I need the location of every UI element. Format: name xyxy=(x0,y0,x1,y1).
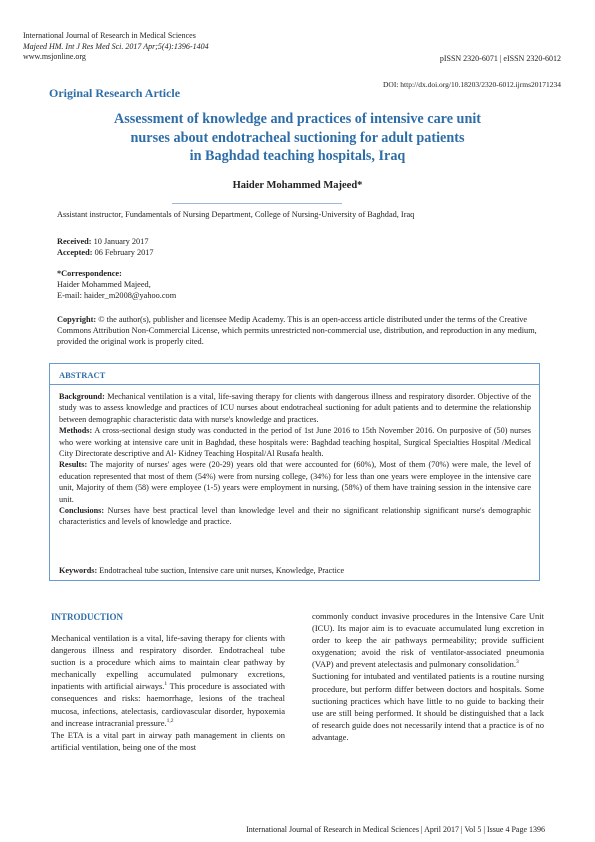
author-name: Haider Mohammed Majeed* xyxy=(232,180,363,191)
abstract-background xyxy=(59,391,531,425)
doi-link[interactable]: DOI: http://dx.doi.org/10.18203/2320-6012.ijrms20171234 xyxy=(383,80,561,89)
journal-name: International Journal of Research in Medical Sciences xyxy=(23,31,196,40)
left-column xyxy=(51,632,285,753)
article-type: Original Research Article xyxy=(49,86,181,100)
keywords xyxy=(59,566,531,575)
keywords-label: Keywords: xyxy=(59,566,98,575)
background-text: Mechanical ventilation is a vital, life-saving therapy for clients with dangerous illness and respiratory disorder. Objective of the study was to assess knowledge and practices of ICU nurses about endotracheal suctioning for adult patients and to determine the relationship between demographic characteristic data with nurse's knowledge and practices. xyxy=(59,392,531,424)
methods-text: A cross-sectional design study was conducted in the period of 1st June 2016 to 15th November 2016. On purposive of (50) nurses who were working at intensive care unit in Baghdad, these hospitals were: Baghdad teaching hospital, Surgical Specialties Hospital /Medical City Directorate descriptive and Al- Kidney Teaching Hospital/Al Rusafa health. xyxy=(59,426,531,459)
copyright-text: © the author(s), publisher and licensee Medip Academy. This is an open-access article distributed under the terms of the Creative Commons Attribution Non-Commercial License, which permits unrestricted non-commercial use, distribution, and reproduction in any medium, provided the original work is properly cited. xyxy=(57,315,537,346)
citation-ref[interactable]: 3 xyxy=(516,659,519,666)
copyright-notice xyxy=(57,314,537,347)
introduction-heading: INTRODUCTION xyxy=(51,612,124,622)
results-label: Results: xyxy=(59,460,88,470)
abstract-methods xyxy=(59,425,531,459)
intro-paragraph: Mechanical ventilation is a vital, life-saving therapy for clients with dangerous illness and respiratory disorder. Endotracheal tube suction is a procedure which aims to maintain clear pathway by mechanically expelling accumulated pulmonary excretions, inpatients with artificial airways.$^1$ This procedure is associated with consequences and risks: haemorrhage, lesions of the tracheal mucosa, infections, atelectasis, cardiovascular disorder, hypoxemia and increase intracranial pressure.$^{1,2}$ xyxy=(51,633,285,728)
website-link[interactable]: www.msjonline.org xyxy=(23,52,86,61)
intro-paragraph: Suctioning for intubated and ventilated patients is a routine nursing procedure, but perform differ between doctors and hospitals. Some suctioning practices which have little to no guide to backing their use are still being performed. It should be distinguished that a lack of research guide does not necessarily intend that a practice is of no advantage. xyxy=(312,671,544,742)
correspondence-label: *Correspondence: xyxy=(57,269,122,278)
title-line: nurses about endotracheal suctioning for adult patients xyxy=(130,129,465,146)
article-dates xyxy=(57,236,154,258)
received-date xyxy=(57,236,154,247)
background-label: Background: xyxy=(59,392,105,401)
title-line: in Baghdad teaching hospitals, Iraq xyxy=(189,148,406,164)
received-value: 10 January 2017 xyxy=(93,237,149,246)
conclusions-label: Conclusions: xyxy=(59,506,105,516)
results-text: The majority of nurses' ages were (20-29) years old that were accounted for (60%), Most of them (70%) were male, the level of education represented that most of them (54%) were from nursing college, (34%) for less than one years were employee in the intensive care unit, Majority of them (58) were employee (1-5) years were employment in nursing, (58%) of them have training session in the intensive care unit. xyxy=(59,460,531,504)
copyright-label: Copyright: xyxy=(57,315,97,324)
methods-label: Methods: xyxy=(59,426,93,436)
issn: pISSN 2320-6071 | eISSN 2320-6012 xyxy=(439,54,561,63)
page-footer: International Journal of Research in Medical Sciences | April 2017 | Vol 5 | Issue 4 Page 1396 xyxy=(246,825,545,834)
abstract-conclusions xyxy=(59,505,531,528)
abstract-divider xyxy=(50,384,539,385)
journal-header xyxy=(23,31,209,63)
correspondence-name: Haider Mohammed Majeed, xyxy=(57,280,151,289)
abstract-body xyxy=(59,391,531,528)
citation-ref[interactable]: 1,2 xyxy=(166,717,174,724)
intro-paragraph: commonly conduct invasive procedures in the Intensive Care Unit (ICU). Its major aim is to evacuate accumulated lung excretion in order to keep the air pathways permeability; provide sufficient oxygenation; avoid the risk of ventilator-associated pneumonia (VAP) and prevent atelectasis and pulmonary consolidation.$^3$ xyxy=(312,611,544,670)
accepted-value: 06 February 2017 xyxy=(94,248,154,257)
conclusions-text: Nurses have best practical level than knowledge level and their no significant relationship significant nurse's demographic characteristics and levels of knowledge and practice. xyxy=(59,506,531,527)
affiliation: Assistant instructor, Fundamentals of Nursing Department, College of Nursing-University of Baghdad, Iraq xyxy=(57,210,415,219)
received-label: Received: xyxy=(57,237,92,246)
citation: Majeed HM. Int J Res Med Sci. 2017 Apr;5(4):1396-1404 xyxy=(23,41,209,51)
keywords-text: Endotracheal tube suction, Intensive care unit nurses, Knowledge, Practice xyxy=(99,566,345,575)
correspondence xyxy=(57,268,176,301)
abstract-heading: ABSTRACT xyxy=(59,370,106,380)
author-divider xyxy=(172,203,342,204)
accepted-date xyxy=(57,247,154,258)
right-column xyxy=(312,610,544,743)
intro-paragraph: The ETA is a vital part in airway path management in clients on artificial ventilation, being one of the most xyxy=(51,729,285,752)
abstract-results xyxy=(59,459,531,505)
article-title xyxy=(40,110,555,166)
title-line: Assessment of knowledge and practices of intensive care unit xyxy=(113,111,482,127)
citation-ref[interactable]: 1 xyxy=(164,681,168,688)
accepted-label: Accepted: xyxy=(57,248,93,257)
correspondence-email[interactable]: E-mail: haider_m2008@yahoo.com xyxy=(57,291,177,300)
